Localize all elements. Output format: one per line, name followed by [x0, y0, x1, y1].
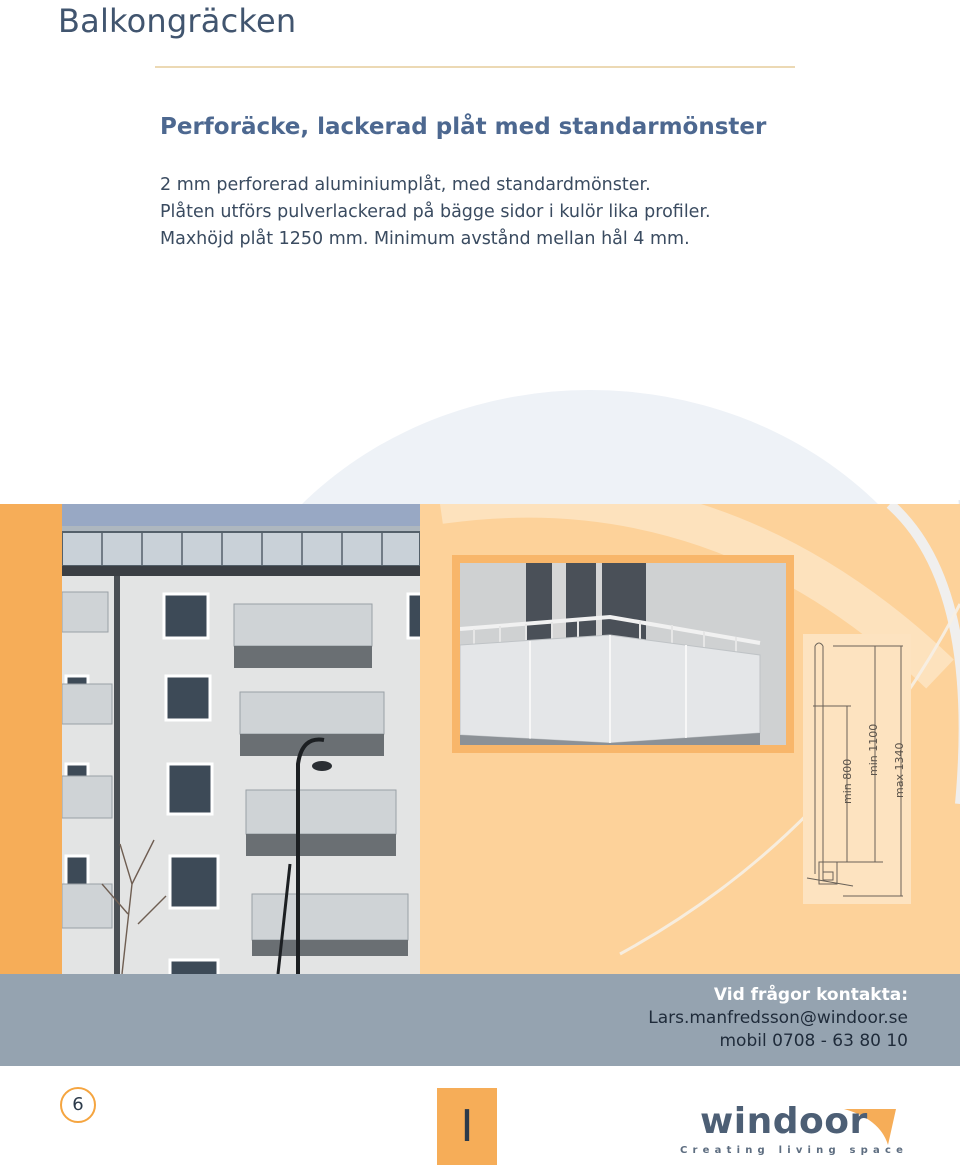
section-body: [160, 172, 920, 253]
logo-tagline: Creating living space: [680, 1145, 909, 1156]
dimension-label: min 1100: [867, 723, 880, 776]
balcony-closeup-photo: [452, 555, 794, 753]
dimension-drawing: [803, 634, 911, 904]
contact-phone: mobil 0708 - 63 80 10: [719, 1031, 908, 1051]
body-line: Maxhöjd plåt 1250 mm. Minimum avstånd mellan hål 4 mm.: [160, 229, 690, 249]
page-title: Balkongräcken: [58, 2, 297, 40]
page-number: 6: [60, 1087, 96, 1123]
dimension-label: min 800: [841, 758, 854, 804]
building-photo: [62, 504, 420, 974]
contact-block: [648, 984, 908, 1053]
windoor-logo: [680, 1101, 909, 1165]
contact-heading: Vid frågor kontakta:: [713, 985, 908, 1005]
section-subtitle: Perforäcke, lackerad plåt med standarmönster: [160, 114, 767, 140]
section-tab: I: [437, 1088, 497, 1165]
body-line: 2 mm perforerad aluminiumplåt, med standardmönster.: [160, 175, 651, 195]
orange-band-accent: [0, 504, 62, 974]
title-divider: [155, 66, 795, 68]
body-line: Plåten utförs pulverlackerad på bägge sidor i kulör lika profiler.: [160, 202, 711, 222]
logo-wordmark: windoor: [700, 1101, 868, 1142]
contact-email[interactable]: Lars.manfredsson@windoor.se: [648, 1008, 908, 1028]
dimension-label: max 1340: [893, 742, 906, 798]
